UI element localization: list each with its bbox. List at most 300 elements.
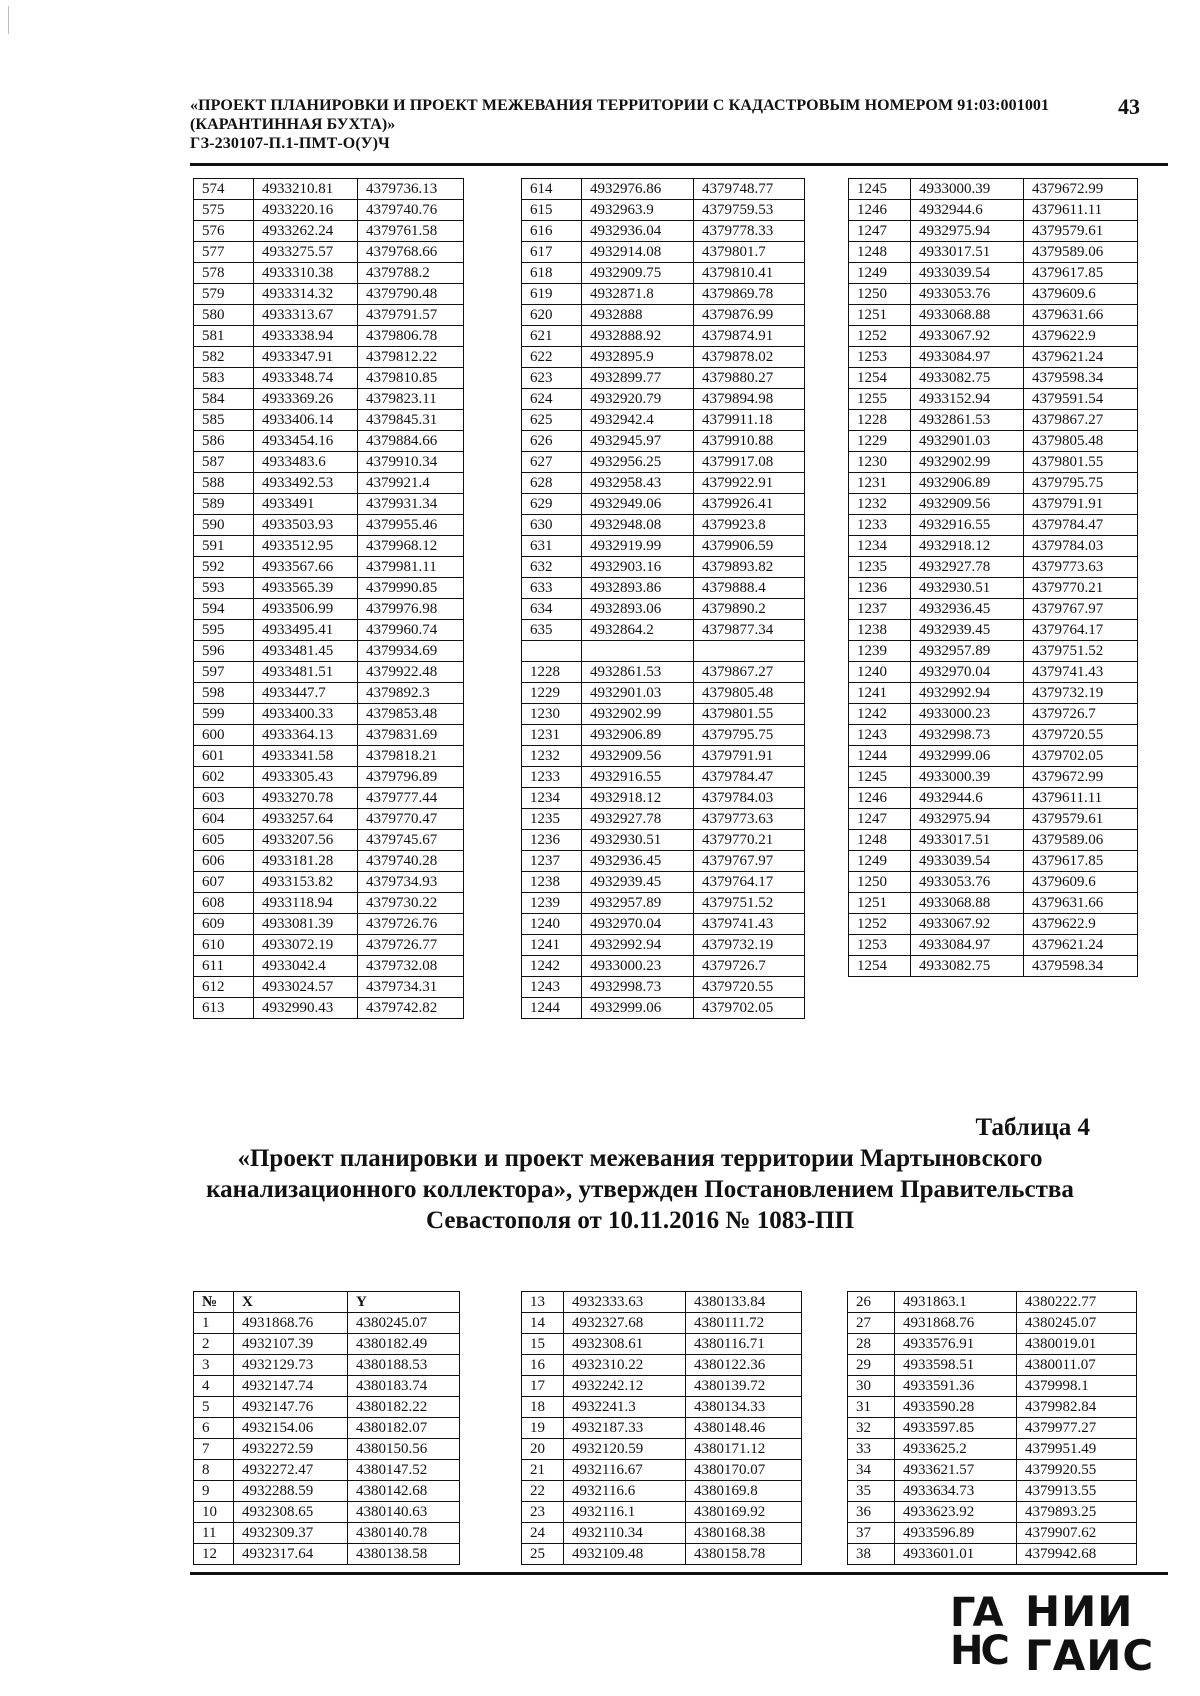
x-coordinate-cell: 4932918.12	[911, 536, 1024, 557]
point-number-cell: 618	[522, 263, 582, 284]
table-row	[849, 599, 1138, 620]
header-line-3: ГЗ-230107-П.1-ПМТ-О(У)Ч	[190, 135, 390, 152]
y-coordinate-cell: 4379761.58	[358, 221, 464, 242]
point-number-cell: 1253	[849, 347, 911, 368]
point-number-cell: 1238	[522, 872, 582, 893]
x-coordinate-cell: 4932107.39	[234, 1334, 348, 1355]
point-number-cell: 6	[194, 1418, 234, 1439]
x-coordinate-cell: 4932272.59	[234, 1439, 348, 1460]
table-row	[522, 914, 805, 935]
point-number-cell: 1250	[849, 284, 911, 305]
point-number-cell: 23	[522, 1502, 564, 1523]
y-coordinate-cell: 4379942.68	[1017, 1544, 1137, 1565]
y-coordinate-cell: 4379768.66	[358, 242, 464, 263]
table-row	[849, 200, 1138, 221]
point-number-cell: 1228	[522, 662, 582, 683]
y-coordinate-cell: 4379732.08	[358, 956, 464, 977]
table-row	[522, 452, 805, 473]
y-coordinate-cell: 4379631.66	[1024, 893, 1138, 914]
y-coordinate-cell: 4379720.55	[1024, 725, 1138, 746]
x-coordinate-cell: 4932957.89	[911, 641, 1024, 662]
table-row	[849, 284, 1138, 305]
y-coordinate-cell: 4379740.76	[358, 200, 464, 221]
point-number-cell: 580	[194, 305, 254, 326]
point-number-cell: 10	[194, 1502, 234, 1523]
x-coordinate-cell: 4932242.12	[564, 1376, 686, 1397]
x-coordinate-cell: 4932975.94	[911, 809, 1024, 830]
y-coordinate-cell: 4379770.21	[1024, 578, 1138, 599]
y-coordinate-cell: 4380133.84	[686, 1292, 802, 1313]
table-row	[194, 263, 464, 284]
table-row	[522, 263, 805, 284]
x-coordinate-cell: 4933181.28	[254, 851, 358, 872]
point-number-cell: 25	[522, 1544, 564, 1565]
point-number-cell: 1239	[522, 893, 582, 914]
table-row	[848, 1481, 1137, 1502]
table-row	[522, 998, 805, 1019]
x-coordinate-cell: 4932241.3	[564, 1397, 686, 1418]
x-coordinate-cell: 4933597.85	[895, 1418, 1017, 1439]
table-row	[522, 557, 805, 578]
table-row	[194, 1376, 460, 1397]
table-row	[848, 1439, 1137, 1460]
y-coordinate-cell: 4379812.22	[358, 347, 464, 368]
x-coordinate-cell: 4932998.73	[582, 977, 694, 998]
header-cell-number: №	[194, 1292, 234, 1313]
y-coordinate-cell: 4379926.41	[694, 494, 805, 515]
x-coordinate-cell: 4932976.86	[582, 179, 694, 200]
table-row	[522, 179, 805, 200]
x-coordinate-cell: 4933067.92	[911, 326, 1024, 347]
x-coordinate-cell: 4932902.99	[582, 704, 694, 725]
point-number-cell: 21	[522, 1460, 564, 1481]
point-number-cell: 1248	[849, 830, 911, 851]
y-coordinate-cell: 4379767.97	[1024, 599, 1138, 620]
y-coordinate-cell: 4379805.48	[694, 683, 805, 704]
table-row	[194, 200, 464, 221]
y-coordinate-cell: 4379931.34	[358, 494, 464, 515]
table-row	[848, 1397, 1137, 1418]
point-number-cell: 1238	[849, 620, 911, 641]
x-coordinate-cell: 4933492.53	[254, 473, 358, 494]
table-row	[522, 347, 805, 368]
y-coordinate-cell: 4379732.19	[1024, 683, 1138, 704]
point-number-cell: 617	[522, 242, 582, 263]
y-coordinate-cell: 4379784.47	[1024, 515, 1138, 536]
header-cell-y: Y	[348, 1292, 460, 1313]
x-coordinate-cell: 4933207.56	[254, 830, 358, 851]
point-number-cell: 19	[522, 1418, 564, 1439]
x-coordinate-cell: 4933364.13	[254, 725, 358, 746]
table-row	[522, 767, 805, 788]
x-coordinate-cell: 4933406.14	[254, 410, 358, 431]
y-coordinate-cell: 4379867.27	[694, 662, 805, 683]
x-coordinate-cell: 4933068.88	[911, 305, 1024, 326]
table-row	[194, 956, 464, 977]
logo-line-2: ГАИС	[1025, 1631, 1155, 1680]
table-row	[194, 326, 464, 347]
table-row	[522, 704, 805, 725]
x-coordinate-cell: 4932906.89	[582, 725, 694, 746]
y-coordinate-cell: 4379745.67	[358, 830, 464, 851]
table-row	[849, 410, 1138, 431]
x-coordinate-cell: 4932930.51	[582, 830, 694, 851]
table-row	[522, 1460, 802, 1481]
y-coordinate-cell: 4379621.24	[1024, 935, 1138, 956]
y-coordinate-cell: 4379784.03	[1024, 536, 1138, 557]
point-number-cell: 5	[194, 1397, 234, 1418]
y-coordinate-cell: 4379609.6	[1024, 284, 1138, 305]
point-number-cell: 26	[848, 1292, 895, 1313]
table-row	[194, 683, 464, 704]
y-coordinate-cell: 4379878.02	[694, 347, 805, 368]
point-number-cell: 1235	[849, 557, 911, 578]
point-number-cell: 1234	[522, 788, 582, 809]
y-coordinate-cell: 4380140.78	[348, 1523, 460, 1544]
x-coordinate-cell: 4932999.06	[911, 746, 1024, 767]
x-coordinate-cell: 4933017.51	[911, 830, 1024, 851]
table-row	[849, 515, 1138, 536]
point-number-cell: 28	[848, 1334, 895, 1355]
table-row	[194, 893, 464, 914]
x-coordinate-cell: 4932116.6	[564, 1481, 686, 1502]
y-coordinate-cell: 4379910.34	[358, 452, 464, 473]
logo-line-1: НИИ	[1025, 1587, 1134, 1636]
table-row	[522, 410, 805, 431]
x-coordinate-cell: 4933596.89	[895, 1523, 1017, 1544]
x-coordinate-cell: 4933341.58	[254, 746, 358, 767]
table-row	[522, 284, 805, 305]
table-row	[522, 977, 805, 998]
x-coordinate-cell: 4933067.92	[911, 914, 1024, 935]
y-coordinate-cell: 4379702.05	[1024, 746, 1138, 767]
y-coordinate-cell: 4379788.2	[358, 263, 464, 284]
y-coordinate-cell: 4379579.61	[1024, 809, 1138, 830]
x-coordinate-cell: 4932990.43	[254, 998, 358, 1019]
y-coordinate-cell: 4379876.99	[694, 305, 805, 326]
point-number-cell: 1249	[849, 851, 911, 872]
point-number-cell: 606	[194, 851, 254, 872]
point-number-cell: 1233	[849, 515, 911, 536]
y-coordinate-cell: 4379598.34	[1024, 368, 1138, 389]
x-coordinate-cell: 4932308.61	[564, 1334, 686, 1355]
table-row	[522, 1502, 802, 1523]
x-coordinate-cell: 4932998.73	[911, 725, 1024, 746]
x-coordinate-cell: 4933567.66	[254, 557, 358, 578]
table-row	[848, 1418, 1137, 1439]
x-coordinate-cell: 4933082.75	[911, 368, 1024, 389]
y-coordinate-cell: 4379770.47	[358, 809, 464, 830]
point-number-cell: 593	[194, 578, 254, 599]
point-number-cell: 1246	[849, 200, 911, 221]
point-number-cell: 12	[194, 1544, 234, 1565]
x-coordinate-cell: 4932903.16	[582, 557, 694, 578]
point-number-cell: 605	[194, 830, 254, 851]
point-number-cell: 586	[194, 431, 254, 452]
y-coordinate-cell: 4379726.7	[694, 956, 805, 977]
table-row	[522, 1418, 802, 1439]
y-coordinate-cell: 4380150.56	[348, 1439, 460, 1460]
point-number-cell: 13	[522, 1292, 564, 1313]
y-coordinate-cell: 4379955.46	[358, 515, 464, 536]
x-coordinate-cell: 4932927.78	[911, 557, 1024, 578]
table-row	[849, 389, 1138, 410]
table-row	[194, 767, 464, 788]
point-number-cell: 619	[522, 284, 582, 305]
table-row	[522, 1481, 802, 1502]
x-coordinate-cell: 4933621.57	[895, 1460, 1017, 1481]
point-number-cell: 599	[194, 704, 254, 725]
x-coordinate-cell: 4932919.99	[582, 536, 694, 557]
table-row	[194, 1523, 460, 1544]
x-coordinate-cell: 4932944.6	[911, 200, 1024, 221]
x-coordinate-cell: 4933447.7	[254, 683, 358, 704]
x-coordinate-cell: 4933491	[254, 494, 358, 515]
x-coordinate-cell: 4933053.76	[911, 872, 1024, 893]
y-coordinate-cell: 4379751.52	[1024, 641, 1138, 662]
point-number-cell: 1234	[849, 536, 911, 557]
point-number-cell: 1241	[522, 935, 582, 956]
table-row	[522, 494, 805, 515]
x-coordinate-cell: 4933072.19	[254, 935, 358, 956]
x-coordinate-cell: 4932110.34	[564, 1523, 686, 1544]
table-row	[849, 746, 1138, 767]
y-coordinate-cell: 4380245.07	[348, 1313, 460, 1334]
table-row	[522, 830, 805, 851]
x-coordinate-cell: 4932939.45	[582, 872, 694, 893]
x-coordinate-cell: 4933039.54	[911, 263, 1024, 284]
point-number-cell: 1252	[849, 914, 911, 935]
point-number-cell: 581	[194, 326, 254, 347]
point-number-cell: 34	[848, 1460, 895, 1481]
x-coordinate-cell: 4932914.08	[582, 242, 694, 263]
x-coordinate-cell: 4932901.03	[911, 431, 1024, 452]
table-row	[849, 263, 1138, 284]
table-row	[849, 179, 1138, 200]
y-coordinate-cell: 4379890.2	[694, 599, 805, 620]
table-row	[522, 620, 805, 641]
point-number-cell: 587	[194, 452, 254, 473]
y-coordinate-cell: 4379874.91	[694, 326, 805, 347]
y-coordinate-cell: 4380111.72	[686, 1313, 802, 1334]
y-coordinate-cell: 4380222.77	[1017, 1292, 1137, 1313]
y-coordinate-cell: 4380139.72	[686, 1376, 802, 1397]
x-coordinate-cell: 4933347.91	[254, 347, 358, 368]
table-row	[194, 473, 464, 494]
table-row	[849, 641, 1138, 662]
x-coordinate-cell: 4933400.33	[254, 704, 358, 725]
table-row	[194, 746, 464, 767]
point-number-cell: 615	[522, 200, 582, 221]
x-coordinate-cell: 4933483.6	[254, 452, 358, 473]
point-number-cell: 16	[522, 1355, 564, 1376]
y-coordinate-cell: 4379748.77	[694, 179, 805, 200]
point-number-cell: 1254	[849, 956, 911, 977]
table-row	[194, 410, 464, 431]
y-coordinate-cell: 4379818.21	[358, 746, 464, 767]
y-coordinate-cell: 4379867.27	[1024, 410, 1138, 431]
point-number-cell: 594	[194, 599, 254, 620]
point-number-cell: 1232	[849, 494, 911, 515]
x-coordinate-cell: 4933576.91	[895, 1334, 1017, 1355]
table-row	[848, 1292, 1137, 1313]
x-coordinate-cell: 4932958.43	[582, 473, 694, 494]
x-coordinate-cell: 4932936.45	[582, 851, 694, 872]
y-coordinate-cell: 4379589.06	[1024, 830, 1138, 851]
table-row	[522, 431, 805, 452]
y-coordinate-cell: 4379960.74	[358, 620, 464, 641]
table-row	[849, 851, 1138, 872]
table-row	[522, 641, 805, 662]
y-coordinate-cell: 4379791.91	[694, 746, 805, 767]
table-row	[849, 221, 1138, 242]
y-coordinate-cell: 4379877.34	[694, 620, 805, 641]
point-number-cell: 1240	[522, 914, 582, 935]
table-row	[849, 830, 1138, 851]
y-coordinate-cell: 4379998.1	[1017, 1376, 1137, 1397]
table-row	[194, 557, 464, 578]
coordinates-table-top-3	[848, 178, 1138, 977]
y-coordinate-cell: 4379922.48	[358, 662, 464, 683]
x-coordinate-cell: 4933503.93	[254, 515, 358, 536]
y-coordinate-cell: 4379609.6	[1024, 872, 1138, 893]
point-number-cell: 607	[194, 872, 254, 893]
y-coordinate-cell: 4379672.99	[1024, 179, 1138, 200]
table-row	[194, 977, 464, 998]
x-coordinate-cell: 4933512.95	[254, 536, 358, 557]
y-coordinate-cell: 4379920.55	[1017, 1460, 1137, 1481]
table-row	[194, 1460, 460, 1481]
table-row	[194, 830, 464, 851]
y-coordinate-cell: 4379767.97	[694, 851, 805, 872]
table-row	[194, 1544, 460, 1565]
x-coordinate-cell: 4932956.25	[582, 452, 694, 473]
point-number-cell: 577	[194, 242, 254, 263]
y-coordinate-cell: 4380169.8	[686, 1481, 802, 1502]
y-coordinate-cell: 4380182.49	[348, 1334, 460, 1355]
point-number-cell: 1229	[849, 431, 911, 452]
y-coordinate-cell: 4379784.47	[694, 767, 805, 788]
point-number-cell: 1247	[849, 221, 911, 242]
table-row	[849, 662, 1138, 683]
y-coordinate-cell: 4379631.66	[1024, 305, 1138, 326]
x-coordinate-cell: 4933152.94	[911, 389, 1024, 410]
x-coordinate-cell: 4932899.77	[582, 368, 694, 389]
point-number-cell: 1230	[522, 704, 582, 725]
point-number-cell: 608	[194, 893, 254, 914]
point-number-cell: 1243	[849, 725, 911, 746]
point-number-cell: 579	[194, 284, 254, 305]
y-coordinate-cell: 4379742.82	[358, 998, 464, 1019]
table-row	[848, 1355, 1137, 1376]
table-row	[849, 557, 1138, 578]
point-number-cell: 626	[522, 431, 582, 452]
y-coordinate-cell: 4380188.53	[348, 1355, 460, 1376]
y-coordinate-cell: 4379917.08	[694, 452, 805, 473]
x-coordinate-cell: 4932116.67	[564, 1460, 686, 1481]
table-row	[194, 620, 464, 641]
point-number-cell: 33	[848, 1439, 895, 1460]
x-coordinate-cell: 4932918.12	[582, 788, 694, 809]
y-coordinate-cell: 4379790.48	[358, 284, 464, 305]
coordinates-table-bottom-3	[847, 1291, 1137, 1565]
table-row	[522, 200, 805, 221]
x-coordinate-cell: 4932327.68	[564, 1313, 686, 1334]
point-number-cell: 1229	[522, 683, 582, 704]
table-row	[194, 788, 464, 809]
y-coordinate-cell: 4379791.57	[358, 305, 464, 326]
point-number-cell: 1244	[522, 998, 582, 1019]
table-row	[194, 1481, 460, 1502]
point-number-cell: 1228	[849, 410, 911, 431]
x-coordinate-cell: 4932888.92	[582, 326, 694, 347]
y-coordinate-cell: 4379730.22	[358, 893, 464, 914]
y-coordinate-cell: 4379740.28	[358, 851, 464, 872]
y-coordinate-cell: 4379621.24	[1024, 347, 1138, 368]
table-4-number: Таблица 4	[975, 1114, 1090, 1141]
y-coordinate-cell: 4380147.52	[348, 1460, 460, 1481]
table-row	[522, 1523, 802, 1544]
x-coordinate-cell: 4932992.94	[582, 935, 694, 956]
point-number-cell: 38	[848, 1544, 895, 1565]
y-coordinate-cell: 4379591.54	[1024, 389, 1138, 410]
y-coordinate-cell: 4379894.98	[694, 389, 805, 410]
table-row	[522, 851, 805, 872]
x-coordinate-cell: 4933481.45	[254, 641, 358, 662]
x-coordinate-cell: 4932147.76	[234, 1397, 348, 1418]
x-coordinate-cell: 4932957.89	[582, 893, 694, 914]
y-coordinate-cell: 4379720.55	[694, 977, 805, 998]
x-coordinate-cell: 4932909.56	[911, 494, 1024, 515]
table-4-title-block	[190, 1112, 1090, 1236]
table-row	[194, 347, 464, 368]
table-row	[522, 662, 805, 683]
table-row	[522, 893, 805, 914]
table-row	[849, 347, 1138, 368]
y-coordinate-cell: 4379617.85	[1024, 263, 1138, 284]
x-coordinate-cell: 4932909.75	[582, 263, 694, 284]
point-number-cell: 621	[522, 326, 582, 347]
coordinates-table-bottom-1	[193, 1291, 460, 1565]
point-number-cell: 591	[194, 536, 254, 557]
y-coordinate-cell: 4379892.3	[358, 683, 464, 704]
y-coordinate-cell: 4379778.33	[694, 221, 805, 242]
point-number-cell: 1248	[849, 242, 911, 263]
point-number-cell: 31	[848, 1397, 895, 1418]
x-coordinate-cell: 4933082.75	[911, 956, 1024, 977]
y-coordinate-cell: 4379759.53	[694, 200, 805, 221]
y-coordinate-cell: 4379795.75	[694, 725, 805, 746]
y-coordinate-cell: 4379741.43	[1024, 662, 1138, 683]
y-coordinate-cell: 4379921.4	[358, 473, 464, 494]
y-coordinate-cell	[694, 641, 805, 662]
point-number-cell: 8	[194, 1460, 234, 1481]
x-coordinate-cell: 4932120.59	[564, 1439, 686, 1460]
coordinates-table-top-2	[521, 178, 805, 1019]
table-row	[849, 683, 1138, 704]
y-coordinate-cell: 4379906.59	[694, 536, 805, 557]
y-coordinate-cell: 4380183.74	[348, 1376, 460, 1397]
point-number-cell: 630	[522, 515, 582, 536]
y-coordinate-cell: 4379617.85	[1024, 851, 1138, 872]
x-coordinate-cell: 4932963.9	[582, 200, 694, 221]
table-row	[194, 914, 464, 935]
table-row	[194, 1502, 460, 1523]
table-row	[522, 956, 805, 977]
table-row	[522, 788, 805, 809]
table-row	[848, 1313, 1137, 1334]
x-coordinate-cell: 4932992.94	[911, 683, 1024, 704]
